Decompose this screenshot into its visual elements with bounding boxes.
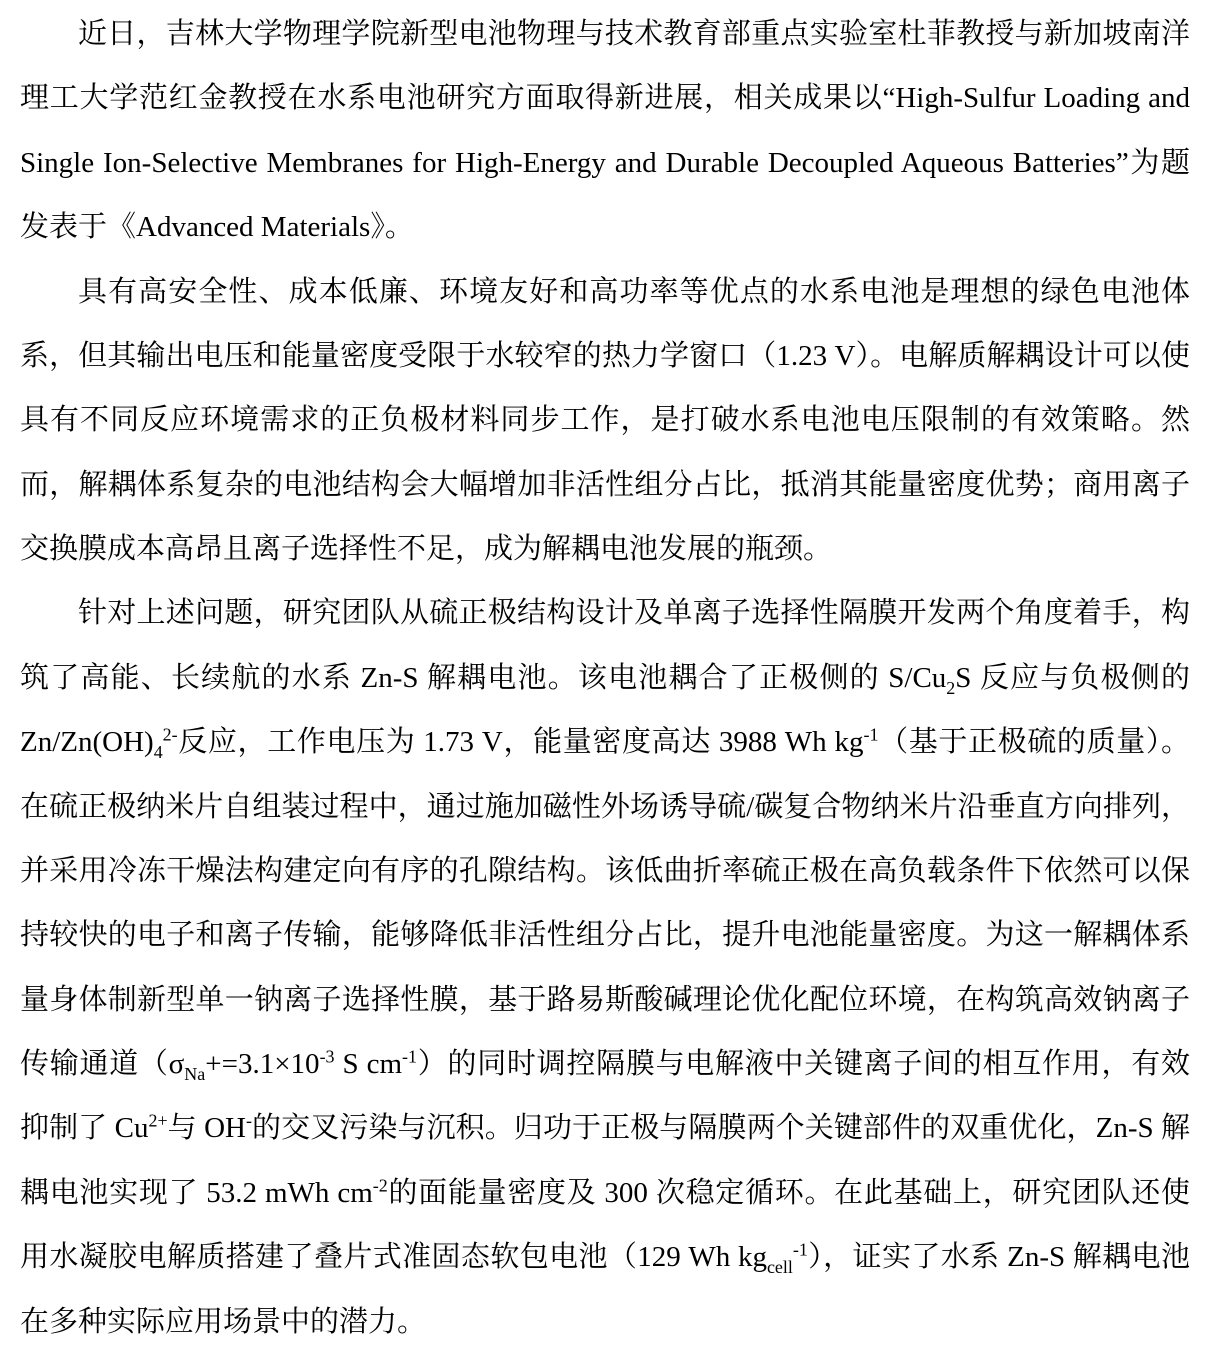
paragraph-background: 具有高安全性、成本低廉、环境友好和高功率等优点的水系电池是理想的绿色电池体系，但其输出电压和能量密度受限于水较窄的热力学窗口（1.23 V）。电解质解耦设计可以使具有不同反应环境需求的正负极材料同步工作，是打破水系电池电压限制的有效策略。然而，解耦体系复杂的电池结构会大幅增加非活性组分占比，抵消其能量密度优势；商用离子交换膜成本高昂且离子选择性不足，成为解耦电池发展的瓶颈。 — [20, 275, 1190, 565]
paragraph-news-intro: 近日，吉林大学物理学院新型电池物理与技术教育部重点实验室杜菲教授与新加坡南洋理工大学范红金教授在水系电池研究方面取得新进展，相关成果以“High-Sulfur Loading and Single Ion-Selective Membranes for High-Energy and Durable Decoupled Aqueous Batteries”为题发表于《Advanced Materials》。 — [20, 18, 1190, 244]
paragraph-research-results: 针对上述问题，研究团队从硫正极结构设计及单离子选择性隔膜开发两个角度着手，构筑了高能、长续航的水系 Zn-S 解耦电池。该电池耦合了正极侧的 $S/Cu_2S$ 反应与负极侧的 $Zn/Zn(OH)_4^{2-}$反应，工作电压为 1.73 V，能量密度高达 3988 Wh $kg^{-1}$（基于正极硫的质量）。在硫正极纳米片自组装过程中，通过施加磁性外场诱导硫/碳复合物纳米片沿垂直方向排列，并采用冷冻干燥法构建定向有序的孔隙结构。该低曲折率硫正极在高负载条件下依然可以保持较快的电子和离子传输，能够降低非活性组分占比，提升电池能量密度。为这一解耦体系量身体制新型单一钠离子选择性膜，基于路易斯酸碱理论优化配位环境，在构筑高效钠离子传输通道（$\sigma_{Na}+=3.1\times 10^{-3}$ S $cm^{-1}$）的同时调控隔膜与电解液中关键离子间的相互作用，有效抑制了 $Cu^{2+}$与 OH-的交叉污染与沉积。归功于正极与隔膜两个关键部件的双重优化，Zn-S 解耦电池实现了 53.2 mWh $cm^{-2}$的面能量密度及 300 次稳定循环。在此基础上，研究团队还使用水凝胶电解质搭建了叠片式准固态软包电池（129 Wh $kg_{cell}^{-1}$），证实了水系 Zn-S 解耦电池在多种实际应用场景中的潜力。 — [20, 597, 1190, 1338]
